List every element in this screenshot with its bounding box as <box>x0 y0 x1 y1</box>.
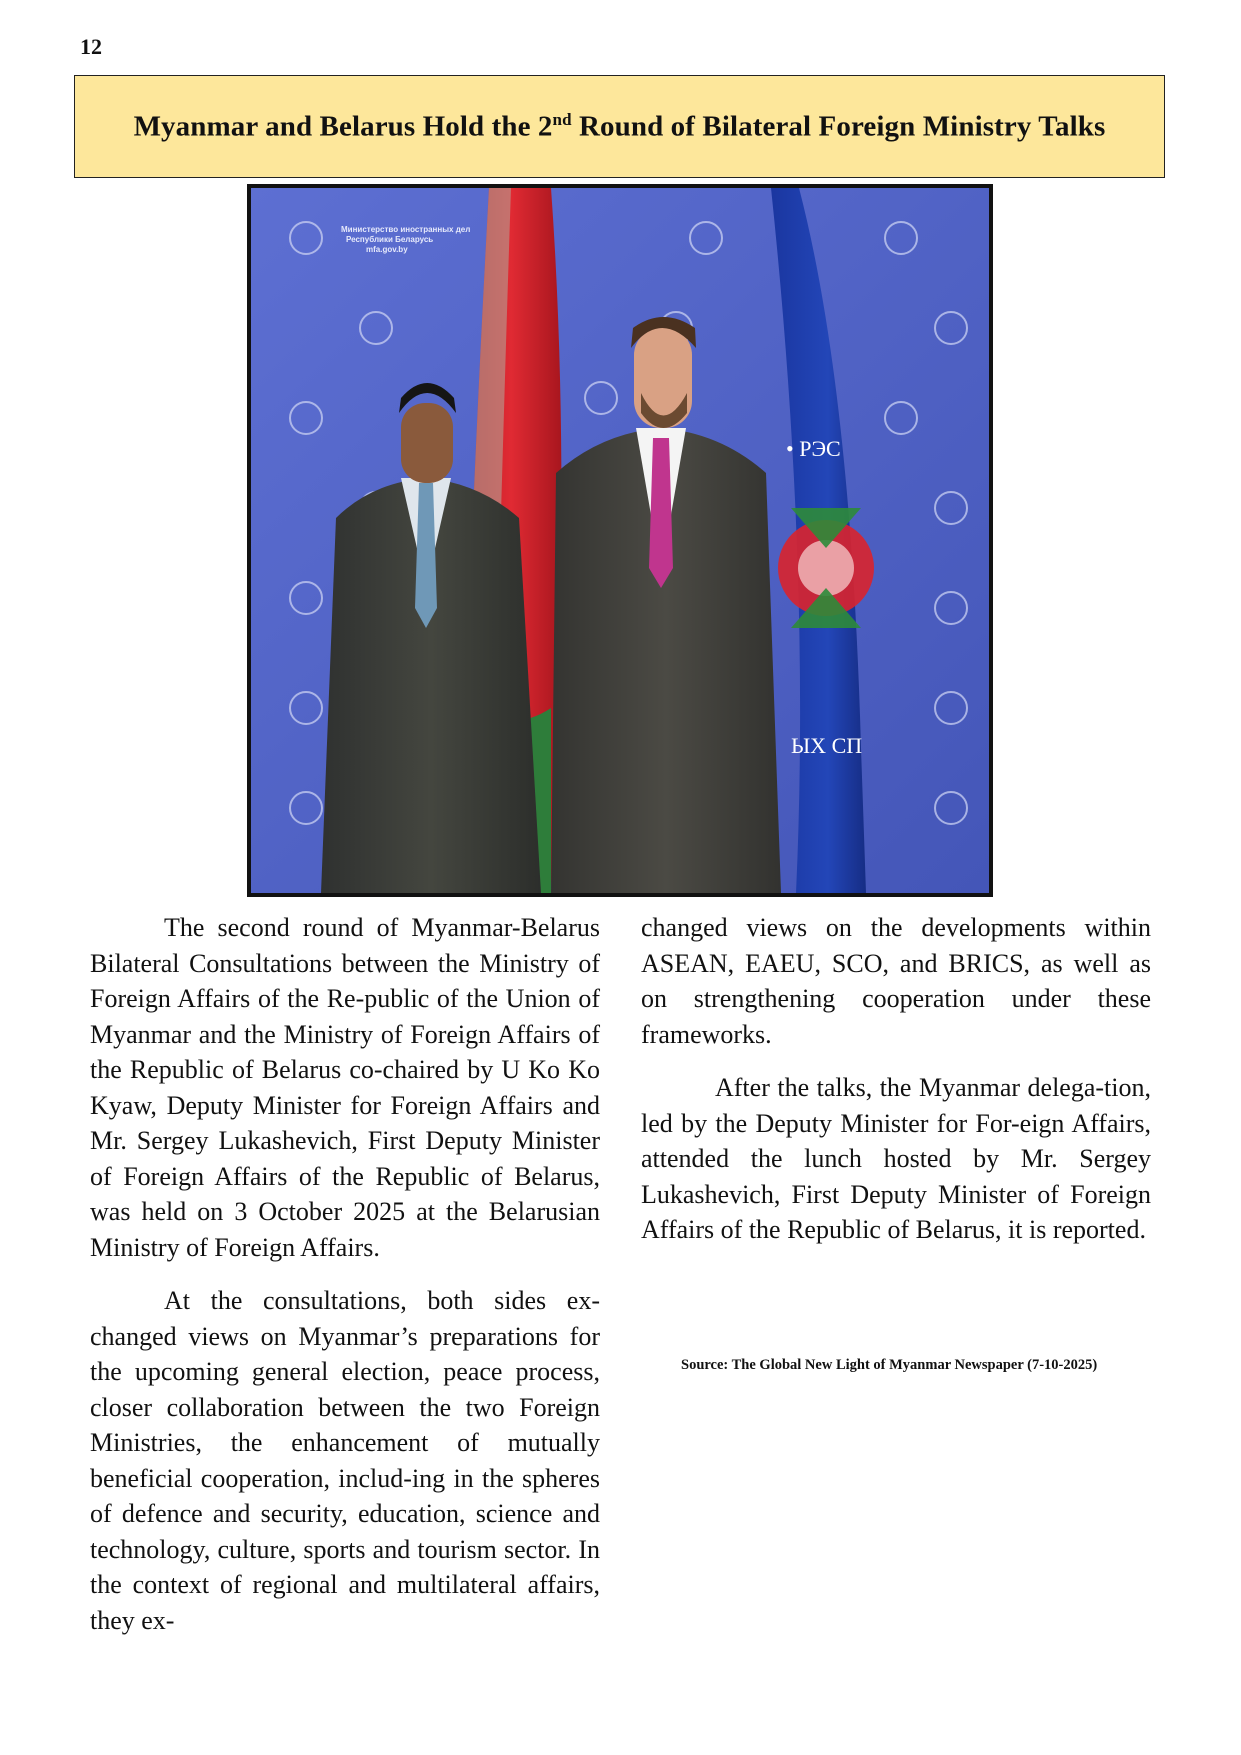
title-main-after: Round of Bilateral Foreign Ministry Talks <box>571 110 1106 143</box>
paragraph-2-continued: changed views on the developments within ASEAN, EAEU, SCO, and BRICS, as well as on strengthening cooperation under these frameworks. <box>641 913 1151 1049</box>
article-photo <box>247 184 993 897</box>
title-box <box>74 75 1165 178</box>
backdrop-text-line-3: mfa.gov.by <box>366 245 408 254</box>
photo-illustration <box>251 188 989 893</box>
title-superscript: nd <box>552 109 572 129</box>
title-main-before: Myanmar and Belarus Hold the 2 <box>133 110 553 143</box>
paragraph-1: The second round of Myanmar-Belarus Bilateral Consultations between the Ministry of Foreign Affairs of the Re-public of the Union of Myanmar and the Ministry of Foreign Affairs of the Republic of Belarus co-chaired by U Ko Ko Kyaw, Deputy Minister for Foreign Affairs and Mr. Sergey Lukashevich, First Deputy Minister of Foreign Affairs of the Republic of Belarus, was held on 3 October 2025 at the Belarusian Ministry of Foreign Affairs. <box>90 913 600 1262</box>
backdrop-text-line-2: Республики Беларусь <box>346 235 434 244</box>
paragraph-2: At the consultations, both sides ex-changed views on Myanmar’s preparations for the upcoming general election, peace process, closer collaboration between the two Foreign Ministries, the enhancement of mutually beneficial cooperation, includ-ing in the spheres of defence and security, education, science and technology, culture, sports and tourism sector. In the context of regional and multilateral affairs, they ex- <box>90 1286 600 1635</box>
paragraph-3: After the talks, the Myanmar delega-tion, led by the Deputy Minister for For-eign Affairs, attended the lunch hosted by Mr. Sergey Lukashevich, First Deputy Minister of Foreign Affairs of the Republic of Belarus, it is reported. <box>641 1073 1151 1244</box>
page-number: 12 <box>80 34 102 59</box>
flag-text-top: • РЭС <box>786 436 841 461</box>
flag-text-bottom: ЫХ СП <box>791 733 863 758</box>
backdrop-text-line-1: Министерство иностранных дел <box>341 225 471 234</box>
source-credit: Source: The Global New Light of Myanmar Newspaper (7-10-2025) <box>681 1357 1098 1373</box>
article-column-right <box>641 910 1151 1266</box>
article-title <box>134 110 1106 144</box>
article-column-left <box>90 910 600 1656</box>
